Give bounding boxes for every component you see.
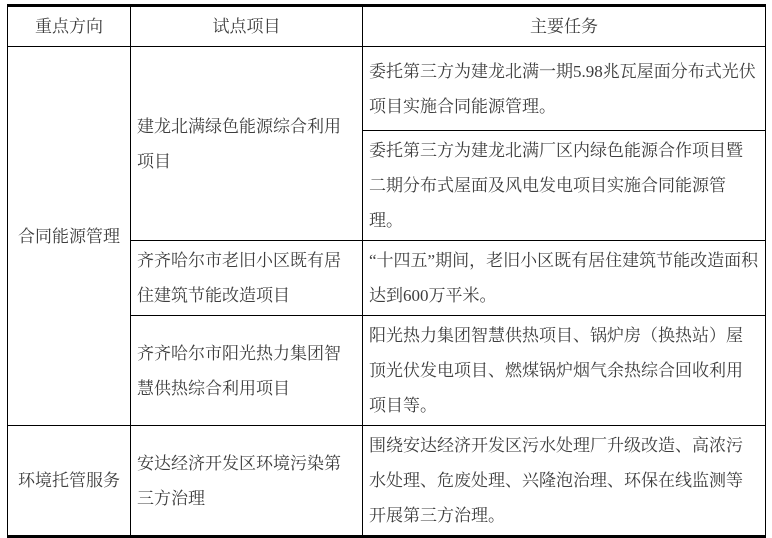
table-row	[8, 426, 766, 537]
task-cell-old-district-renovation: “十四五”期间，老旧小区既有居住建筑节能改造面积达到600万平米。	[363, 241, 766, 316]
task-cell-anda-third-party: 围绕安达经济开发区污水处理厂升级改造、高浓污水处理、危废处理、兴隆泡治理、环保在线监测等开展第三方治理。	[363, 426, 766, 537]
header-cell-project: 试点项目	[131, 6, 363, 47]
task-cell-jianlong-phase1: 委托第三方为建龙北满一期5.98兆瓦屋面分布式光伏项目实施合同能源管理。	[363, 47, 766, 131]
pilot-projects-table	[7, 4, 766, 538]
project-cell-anda-pollution: 安达经济开发区环境污染第三方治理	[131, 426, 363, 537]
direction-cell-contract-energy: 合同能源管理	[8, 47, 131, 426]
table-row	[8, 47, 766, 131]
task-cell-yangguang-heating: 阳光热力集团智慧供热项目、锅炉房（换热站）屋顶光伏发电项目、燃煤锅炉烟气余热综合回收利用项目等。	[363, 316, 766, 426]
task-cell-jianlong-phase2: 委托第三方为建龙北满厂区内绿色能源合作项目暨二期分布式屋面及风电发电项目实施合同能源管理。	[363, 131, 766, 241]
header-cell-direction: 重点方向	[8, 6, 131, 47]
header-cell-task: 主要任务	[363, 6, 766, 47]
project-cell-jianlong-beiman: 建龙北满绿色能源综合利用项目	[131, 47, 363, 241]
direction-cell-environment-service: 环境托管服务	[8, 426, 131, 537]
project-cell-yangguang-heating: 齐齐哈尔市阳光热力集团智慧供热综合利用项目	[131, 316, 363, 426]
project-cell-qiqihar-old-district: 齐齐哈尔市老旧小区既有居住建筑节能改造项目	[131, 241, 363, 316]
table-header-row	[8, 6, 766, 47]
